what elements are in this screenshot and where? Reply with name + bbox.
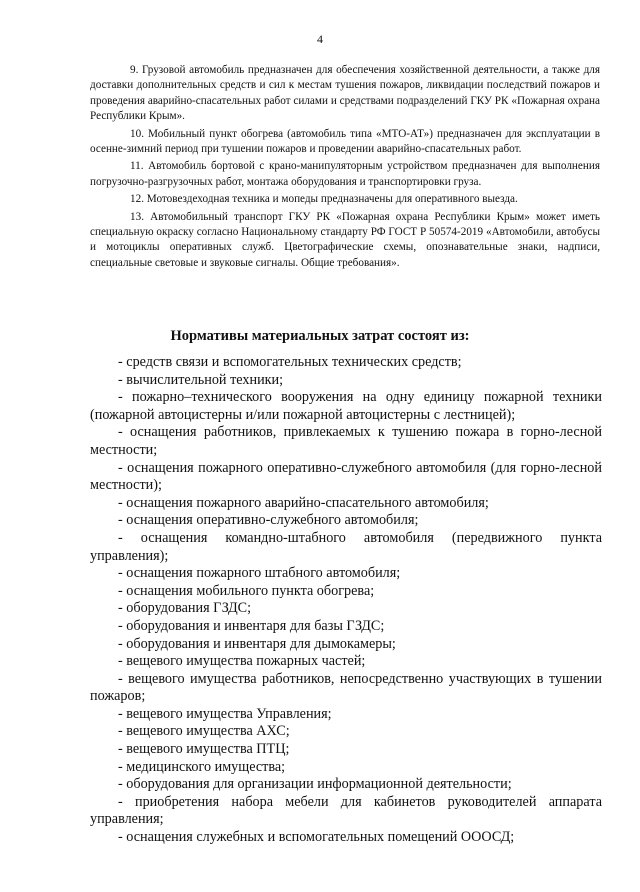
list-item: - оснащения пожарного аварийно-спасательного автомобиля; xyxy=(118,494,489,511)
list-item: - оборудования ГЗДС; xyxy=(118,600,252,617)
list-item: - оснащения пожарного оперативно-служебного автомобиля (для горно-лесной местности); xyxy=(90,459,602,494)
list-item: - вещевого имущества Управления; xyxy=(118,705,332,722)
cost-norms-list-section xyxy=(90,354,602,847)
list-item: - вещевого имущества ПТЦ; xyxy=(118,741,290,758)
list-item: - вещевого имущества работников, непосредственно участвующих в тушении пожаров; xyxy=(90,670,602,705)
paragraph-clause-12: 12. Мотовездеходная техника и мопеды предназначены для оперативного выезда. xyxy=(130,193,518,206)
list-item: - оборудования для организации информационной деятельности; xyxy=(118,776,512,793)
list-item: - приобретения набора мебели для кабинетов руководителей аппарата управления; xyxy=(90,793,602,828)
list-item: - оборудования и инвентаря для базы ГЗДС; xyxy=(118,617,385,634)
list-item: - вещевого имущества АХС; xyxy=(118,723,290,740)
list-item: - оснащения служебных и вспомогательных помещений ОООСД; xyxy=(118,829,515,846)
list-item: - оборудования и инвентаря для дымокамеры; xyxy=(118,635,396,652)
clauses-section xyxy=(90,63,600,273)
list-item: - оснащения пожарного штабного автомобиля; xyxy=(118,565,401,582)
list-item: - оснащения оперативно-служебного автомобиля; xyxy=(118,512,419,529)
paragraph-clause-9: 9. Грузовой автомобиль предназначен для обеспечения хозяйственной деятельности, а также для доставки дополнительных средств и сил к местам тушения пожаров, ликвидации последствий пожаров и проведения аварийно-спасательных работ силами и средствами подразделений ГКУ РК «Пожарная охрана Республики Крым». xyxy=(90,64,600,123)
paragraph-clause-13: 13. Автомобильный транспорт ГКУ РК «Пожарная охрана Республики Крым» может иметь специальную окраску согласно Национальному стандарту РФ ГОСТ Р 50574-2019 «Автомобили, автобусы и мотоциклы оперативных служб. Цветографические схемы, опознавательные знаки, надписи, специальные световые и звуковые сигналы. Общие требования». xyxy=(90,210,600,269)
paragraph-clause-10: 10. Мобильный пункт обогрева (автомобиль типа «МТО-АТ») предназначен для эксплуатации в осенне-зимний период при тушении пожаров и проведении аварийно-спасательных работ. xyxy=(90,127,600,156)
cost-norms-list xyxy=(90,354,602,847)
list-item: - пожарно–технического вооружения на одну единицу пожарной техники (пожарной автоцистерны и/или пожарной автоцистерны с лестницей); xyxy=(90,389,602,423)
list-item: - средств связи и вспомогательных технических средств; xyxy=(118,354,462,370)
page-number: 4 xyxy=(317,32,323,46)
list-item: - оснащения работников, привлекаемых к тушению пожара в горно-лесной местности; xyxy=(90,424,602,458)
list-item: - медицинского имущества; xyxy=(118,758,286,775)
paragraph-clause-11: 11. Автомобиль бортовой с крано-манипуляторным устройством предназначен для выполнения погрузочно-разгрузочных работ, монтажа оборудования и транспортировки груза. xyxy=(90,160,600,188)
section-heading: Нормативы материальных затрат состоят из: xyxy=(170,328,470,344)
list-item: - вычислительной техники; xyxy=(118,371,284,388)
list-item: - оснащения командно-штабного автомобиля (передвижного пункта управления); xyxy=(90,529,602,564)
list-item: - вещевого имущества пожарных частей; xyxy=(118,653,366,670)
list-item: - оснащения мобильного пункта обогрева; xyxy=(118,582,375,599)
